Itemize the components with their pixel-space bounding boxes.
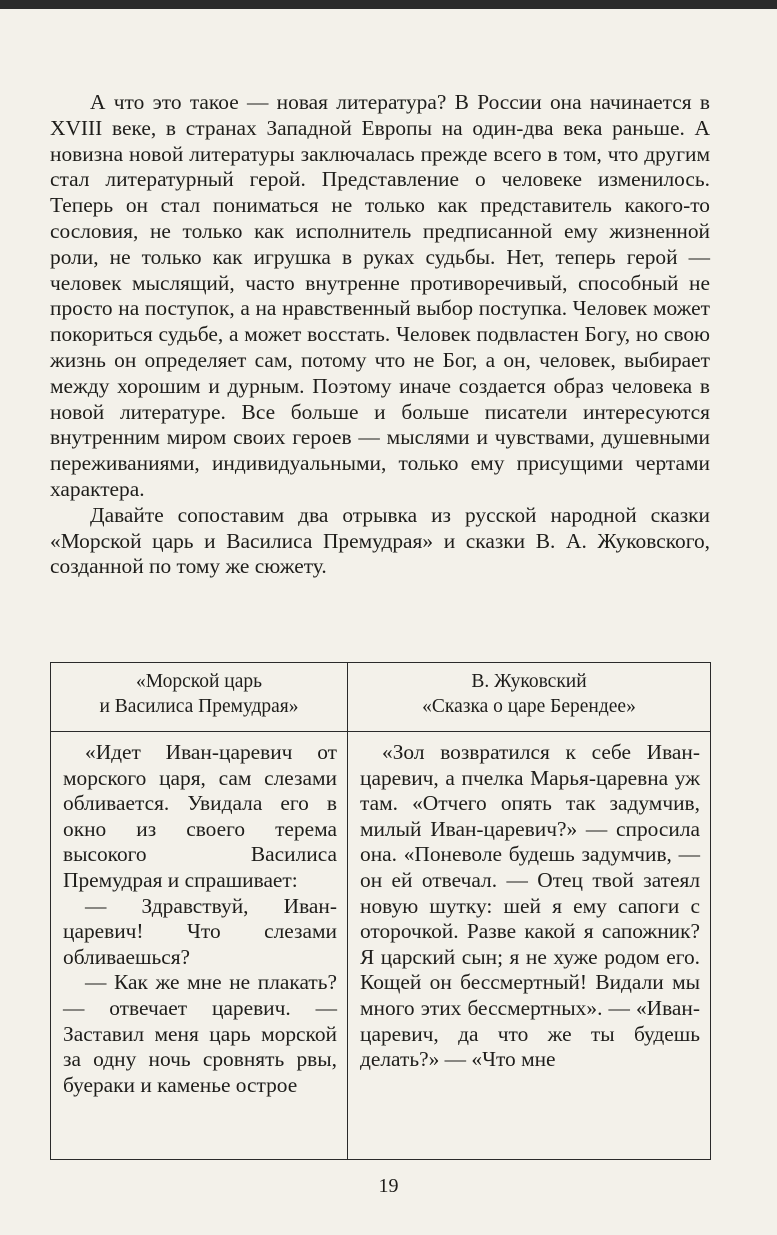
page-body (50, 90, 710, 580)
comparison-table (50, 662, 711, 1160)
right-header-line1: В. Жуковский (471, 671, 587, 692)
folk-tale-paragraph: — Здравствуй, Иван-царевич! Что слезами обливаешься? (63, 893, 337, 969)
right-header-line2: «Сказка о царе Берендее» (422, 696, 636, 717)
zhukovsky-excerpt (348, 732, 711, 1160)
table-header-row (51, 663, 711, 732)
folk-tale-paragraph: «Идет Иван-царевич от морского царя, сам слезами обливается. Увидала его в окно из своего терема высокого Василиса Премудрая и спрашивает: (63, 740, 337, 892)
zhukovsky-paragraph: «Зол возвратился к себе Иван-царевич, а пчелка Марья-царевна уж там. «Отчего опять так задумчив, милый Иван-царевич?» — спросила она. «Поневоле будешь задумчив, — он ей отвечал. — Отец твой затеял новую шутку: шей я ему сапоги с оторочкой. Разве какой я сапожник? Я царский сын; я не хуже родом его. Кощей он бессмертный! Видали мы много этих бессмертных». — «Иван-царевич, да что же ты будешь делать?» — «Что мне (360, 740, 700, 1072)
page-number: 19 (378, 1175, 399, 1197)
left-column-header (51, 663, 348, 732)
scan-top-edge (0, 0, 777, 9)
table-body-row (51, 732, 711, 1160)
left-header-line2: и Василиса Премудрая» (99, 696, 299, 717)
intro-paragraph: А что это такое — новая литература? В России она начинается в XVIII веке, в странах Западной Европы на один-два века раньше. А новизна новой литературы заключалась прежде всего в том, что другим стал литературный герой. Представление о человеке изменилось. Теперь он стал пониматься не только как представитель какого-то сословия, не только как исполнитель предписанной ему жизненной роли, не только как игрушка в руках судьбы. Нет, теперь герой — человек мыслящий, часто внутренне противоречивый, способный не просто на поступок, а на нравственный выбор поступка. Человек может покориться судьбе, а может восстать. Человек подвластен Богу, но свою жизнь он определяет сам, потому что не Бог, а он, человек, выбирает между хорошим и дурным. Поэтому иначе создается образ человека в новой литературе. Все больше и больше писатели интересуются внутренним миром своих героев — мыслями и чувствами, душевными переживаниями, индивидуальными, только ему присущими чертами характера. (50, 90, 710, 501)
folk-tale-paragraph: — Как же мне не плакать? — отвечает царевич. — Заставил меня царь морской за одну ночь сровнять рвы, буераки и каменье острое (63, 970, 337, 1097)
folk-tale-excerpt (51, 732, 348, 1160)
left-header-line1: «Морской царь (135, 671, 263, 692)
comparison-intro-paragraph: Давайте сопоставим два отрывка из русской народной сказки «Морской царь и Василиса Премудрая» и сказки В. А. Жуковского, созданной по тому же сюжету. (50, 502, 710, 579)
right-column-header (348, 663, 711, 732)
